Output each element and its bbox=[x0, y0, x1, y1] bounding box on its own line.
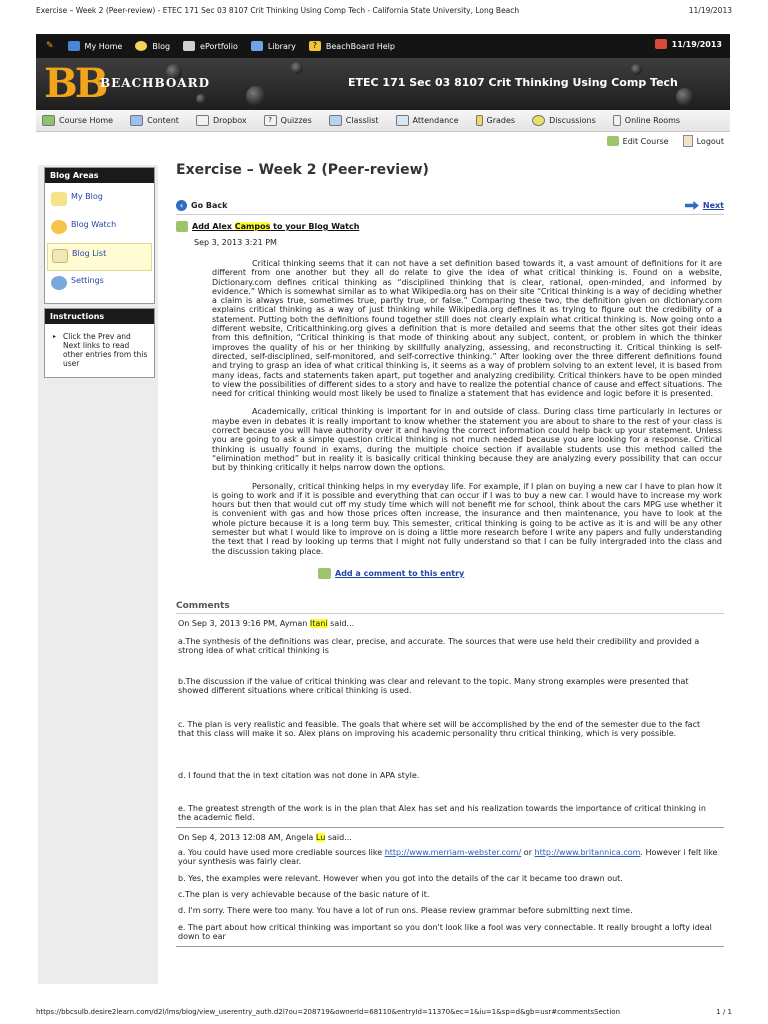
comment bbox=[176, 833, 724, 942]
instructions-text: ▸ Click the Prev and Next links to read other entries from this user bbox=[45, 324, 154, 374]
add-watch-icon bbox=[176, 221, 188, 232]
merriam-webster-link[interactable]: http://www.merriam-webster.com/ bbox=[384, 847, 522, 857]
go-back-link[interactable] bbox=[176, 200, 227, 211]
nav-date-text: 11/19/2013 bbox=[671, 39, 722, 49]
left-sidebar bbox=[38, 165, 158, 984]
course-title: ETEC 171 Sec 03 8107 Crit Thinking Using Comp Tech bbox=[348, 76, 678, 89]
edit-course-link[interactable] bbox=[607, 135, 669, 147]
print-header bbox=[36, 6, 732, 18]
comment-paragraph: b.The discussion if the value of critical thinking was clear and relevant to the topic. Many strong examples were presented that showed different situations where critical thinking is used. bbox=[178, 676, 689, 696]
print-footer-page: 1 / 1 bbox=[716, 1008, 732, 1016]
tab-label: Classlist bbox=[345, 116, 379, 125]
tab-attendance[interactable] bbox=[396, 115, 459, 126]
decorative-drop bbox=[631, 64, 642, 75]
logout-link[interactable] bbox=[683, 135, 724, 147]
comments-heading: Comments bbox=[176, 601, 724, 614]
comment-said: said... bbox=[325, 832, 352, 842]
blog-areas-heading: Blog Areas bbox=[45, 168, 154, 183]
comment-paragraph: d. I'm sorry. There were too many. You have a lot of run ons. Please review grammar before submitting next time. bbox=[178, 906, 633, 916]
home-icon bbox=[68, 41, 80, 51]
sidebar-item-blog-list[interactable] bbox=[47, 243, 152, 271]
comment-text: a. You could have used more crediable sources like bbox=[178, 847, 385, 857]
pencil-icon: ✎ bbox=[46, 41, 54, 51]
nav-label: Library bbox=[267, 41, 296, 51]
britannica-link[interactable]: http://www.britannica.com bbox=[534, 847, 641, 857]
content-icon bbox=[130, 115, 143, 126]
print-footer bbox=[36, 1008, 732, 1016]
nav-help[interactable] bbox=[309, 41, 395, 51]
watch-name: Campos bbox=[234, 222, 271, 231]
my-blog-icon bbox=[51, 192, 67, 206]
entry-date: Sep 3, 2013 3:21 PM bbox=[194, 238, 277, 247]
nav-label: ePortfolio bbox=[200, 41, 238, 51]
add-comment-label: Add a comment to this entry bbox=[335, 568, 465, 578]
nav-eportfolio[interactable] bbox=[183, 41, 238, 51]
entry-paragraph: Critical thinking seems that it can not have a set definition based towards it, a vast amount of definitions for it are different from one another but they all do relate to give the idea of what critical thinking is. Found on a website, Dictionary.com defines critical thinking as “disciplined thinking that is clear, rational, open-minded, and informed by evidence.” Which is somewhat similar as to what Wikipedia.org has on their site “Critical thinking is a way of deciding whether a claim is always true, sometimes true, partly true, or false.” Comparing these two, the definition given on dictionary.com explains critical thinking as a way of just thinking while Wikipedia.org defines it as trying to figure out the credibility of a statement. Putting both the definitions found together still does not clearly explain what critical thinking is. Now going onto a different website, Criticalthinking.org gives a definition that is more detailed and seems that the other sites got their ideas from this definition, “Critical thinking is that mode of thinking about any subject, content, or problem in which the thinker improves the quality of his or her thinking by skillfully analyzing, assessing, and reconstructing it. Critical thinking is self-directed, self-disciplined, self-monitored, and self-corrective thinking.” After looking over the three different definitions found and trying to grasp an idea of what critical thinking is, it seems as a way of problem solving to an extent level, it is based from many ideas, facts and statements taken apart, put together and analyzing credibility. Critical thinkers have to be open minded to view the possibilities of different sides to a story and have to realize the potential chance of cause and effect situations. The need for critical thinking would most likely be used to finalize a statement that has evidence and logic before it is presented. bbox=[212, 259, 722, 399]
tab-label: Attendance bbox=[412, 116, 459, 125]
comment-text: . However i felt like your synthesis was fairly clear. bbox=[178, 847, 718, 867]
nav-library[interactable] bbox=[251, 41, 296, 51]
next-link[interactable] bbox=[685, 200, 724, 211]
next-label: Next bbox=[702, 201, 724, 210]
add-comment-link[interactable] bbox=[318, 568, 724, 579]
tab-label: Content bbox=[147, 116, 179, 125]
grades-icon bbox=[476, 115, 483, 126]
sidebar-item-my-blog[interactable] bbox=[47, 187, 152, 215]
attendance-icon bbox=[396, 115, 409, 126]
tab-label: Discussions bbox=[549, 116, 596, 125]
comment-divider bbox=[176, 827, 724, 828]
watch-suffix: to your Blog Watch bbox=[270, 222, 360, 231]
comment-text: or bbox=[521, 847, 535, 857]
next-arrow-icon bbox=[685, 201, 699, 210]
nav-date bbox=[655, 39, 722, 49]
comment-author: Itani bbox=[309, 618, 328, 628]
watch-prefix: Add Alex bbox=[192, 222, 235, 231]
decorative-drop bbox=[246, 86, 266, 106]
online-rooms-icon bbox=[613, 115, 621, 126]
comment-paragraph: c.The plan is very achievable because of the basic nature of it. bbox=[178, 889, 430, 899]
calendar-icon bbox=[655, 39, 667, 49]
quizzes-icon: ? bbox=[264, 115, 277, 126]
comment-header bbox=[178, 833, 724, 842]
comment-paragraph bbox=[178, 848, 718, 867]
decorative-drop bbox=[291, 62, 303, 74]
library-icon bbox=[251, 41, 263, 51]
entry-paragraph: Academically, critical thinking is important for in and outside of class. During class time particularly in lectures or maybe even in debates it is really important to know whether the statement you are about to share to the rest of your class is correct because you will have authority over it and having the correct information could help back up your statement. Unless you are going to ask a simple question critical thinking is not much needed because you are looking for a response. Critical thinking is usually found in exams, during the multiple choice section if available students use this method called the “elimination method” but in reality it is basically critical thinking because they are analyzing every possibility that can occur but by thinking critically it helps narrow down the options. bbox=[212, 407, 722, 473]
entry-nav bbox=[176, 200, 724, 215]
nav-label: Blog bbox=[152, 41, 171, 51]
tab-label: Online Rooms bbox=[624, 116, 681, 125]
top-navbar bbox=[36, 34, 730, 58]
beachboard-wordmark: BEACHBOARD bbox=[100, 76, 210, 90]
sidebar-item-label: My Blog bbox=[71, 192, 103, 201]
nav-blog[interactable] bbox=[135, 41, 170, 51]
course-subbar bbox=[607, 135, 724, 147]
tab-dropbox[interactable] bbox=[196, 115, 247, 126]
tab-label: Course Home bbox=[59, 116, 114, 125]
instructions-heading: Instructions bbox=[45, 309, 154, 324]
tab-course-home[interactable] bbox=[42, 115, 113, 126]
comment-said: said... bbox=[327, 618, 355, 628]
tab-classlist[interactable] bbox=[329, 115, 379, 126]
comment-paragraph: b. Yes, the examples were relevant. However when you got into the details of the car it became too drawn out. bbox=[178, 873, 623, 883]
add-comment-icon bbox=[318, 568, 331, 579]
eportfolio-icon bbox=[183, 41, 195, 51]
instructions-panel bbox=[44, 308, 155, 378]
classlist-icon bbox=[329, 115, 342, 126]
sidebar-item-label: Blog List bbox=[72, 249, 107, 258]
nav-label: BeachBoard Help bbox=[325, 41, 395, 51]
tab-label: Quizzes bbox=[280, 116, 312, 125]
beachboard-logo: BB bbox=[44, 60, 106, 107]
sidebar-item-label: Settings bbox=[71, 276, 104, 285]
tab-online-rooms[interactable] bbox=[613, 115, 680, 126]
tab-content[interactable] bbox=[130, 115, 179, 126]
tab-label: Grades bbox=[486, 116, 516, 125]
comment-header bbox=[178, 619, 724, 628]
edit-course-label: Edit Course bbox=[622, 136, 669, 146]
add-watch-link[interactable] bbox=[192, 222, 359, 231]
discussions-icon bbox=[532, 115, 545, 126]
tab-quizzes[interactable] bbox=[264, 115, 312, 126]
sidebar-item-label: Blog Watch bbox=[71, 220, 117, 229]
logout-label: Logout bbox=[696, 136, 724, 146]
tab-discussions[interactable] bbox=[532, 115, 596, 126]
blog-areas-panel bbox=[44, 167, 155, 304]
nav-my-home[interactable] bbox=[68, 41, 123, 51]
course-banner bbox=[36, 58, 730, 110]
add-to-blog-watch[interactable] bbox=[176, 221, 724, 232]
print-header-date: 11/19/2013 bbox=[688, 6, 732, 15]
nav-label: My Home bbox=[84, 41, 123, 51]
go-back-label: Go Back bbox=[191, 201, 228, 210]
comment-meta: On Sep 3, 2013 9:16 PM, Ayman bbox=[178, 618, 310, 628]
dropbox-icon bbox=[196, 115, 209, 126]
page-title: Exercise – Week 2 (Peer-review) bbox=[176, 162, 429, 178]
help-icon: ? bbox=[309, 41, 321, 51]
comment-author: Lu bbox=[315, 832, 326, 842]
sidebar-item-settings[interactable] bbox=[47, 271, 152, 299]
comment-meta: On Sep 4, 2013 12:08 AM, Angela bbox=[178, 832, 316, 842]
blog-icon bbox=[135, 41, 147, 51]
edit-course-icon bbox=[607, 136, 619, 146]
blog-list-icon bbox=[52, 249, 68, 263]
blog-entry bbox=[176, 162, 724, 952]
back-arrow-icon: ‹ bbox=[176, 200, 187, 211]
print-footer-url: https://bbcsulb.desire2learn.com/d2l/lms/blog/view_userentry_auth.d2l?ou=208719&ownerId=68110&entryId=11370&ec=1&iu=1&sp=d&gb=usr#commentsSection bbox=[36, 1008, 621, 1016]
entry-paragraph: Personally, critical thinking helps in my everyday life. For example, if I plan on buying a new car I have to plan how it is going to work and if it is possible and everything that can occur if I was to buy a new car. I would have to increase my work hours but then that would cut off my study time which will not benefit me for school, think about the cars MPG use whether it is convenient with gas and how those prices often increase, the insurance and then maintenance, you have to look at the whole picture because it is a long term buy. This semester, critical thinking is going to be active as it is and will be any other semester but what I would like to improve on is doing a little more research before I write any papers and fully understanding the text that I read by looking up terms that I might not fully understand so that I can be fully intergraded into the class and the discussion taking place. bbox=[212, 481, 722, 556]
decorative-drop bbox=[676, 88, 694, 106]
sidebar-item-blog-watch[interactable] bbox=[47, 215, 152, 243]
tab-grades[interactable] bbox=[476, 115, 516, 126]
print-header-title: Exercise – Week 2 (Peer-review) - ETEC 171 Sec 03 8107 Crit Thinking Using Comp Tech - California State University, Long Beach bbox=[36, 6, 520, 15]
settings-gear-icon bbox=[51, 276, 67, 290]
comment-paragraph: e. The part about how critical thinking was important so you don't look like a fool was very connectable. It really brought a lofty ideal down to ear bbox=[178, 922, 712, 942]
comment-paragraph: e. The greatest strength of the work is in the plan that Alex has set and his realization towards the importance of critical thinking in the academic field. bbox=[178, 803, 706, 823]
comment bbox=[176, 619, 724, 823]
course-navbar bbox=[36, 110, 730, 132]
logout-icon bbox=[683, 135, 693, 147]
decorative-drop bbox=[196, 94, 206, 104]
tab-label: Dropbox bbox=[212, 116, 247, 125]
comment-paragraph: a.The synthesis of the definitions was clear, precise, and accurate. The sources that were use held their credibility and provided a strong idea of what critical thinking is bbox=[178, 636, 700, 656]
blog-watch-icon bbox=[51, 220, 67, 234]
comment-divider bbox=[176, 946, 724, 947]
course-home-icon bbox=[42, 115, 55, 126]
comment-paragraph: c. The plan is very realistic and feasible. The goals that where set will be accomplished by the end of the semester due to the fact that this class will make it so. Alex plans on improving his academic personality thru critical thinking, which is very possible. bbox=[178, 719, 701, 739]
comment-paragraph: d. I found that the in text citation was not done in APA style. bbox=[178, 770, 420, 780]
